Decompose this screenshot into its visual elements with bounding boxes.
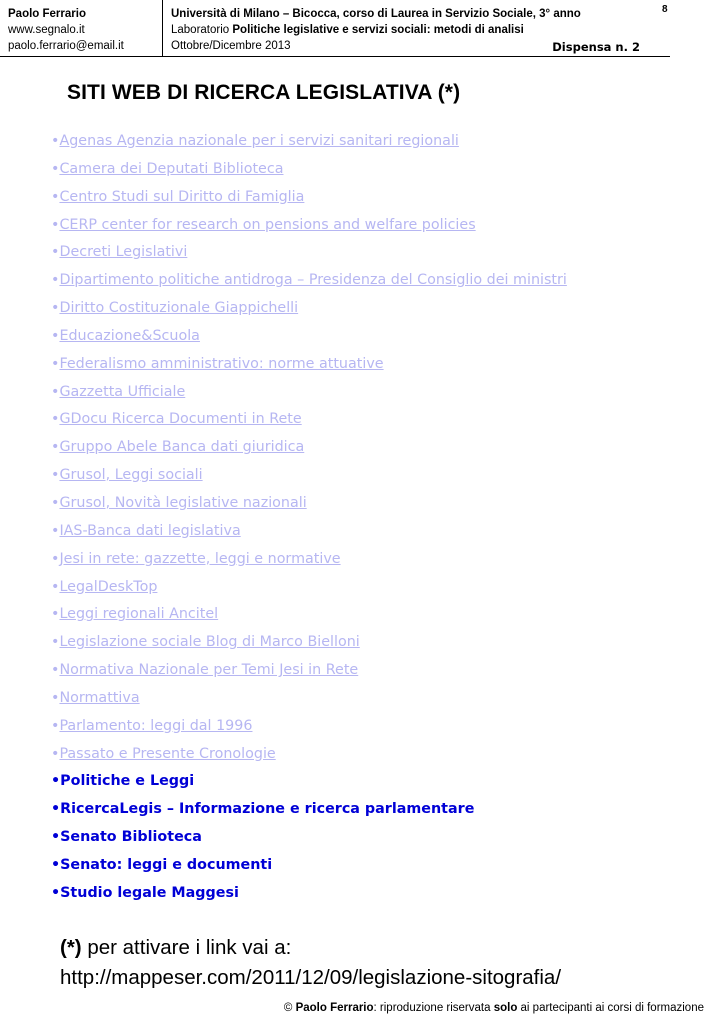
bullet-icon: • <box>51 856 61 873</box>
bullet-icon: • <box>51 160 60 177</box>
bullet-icon: • <box>51 244 60 261</box>
link-8[interactable] <box>51 328 200 344</box>
link-label: Federalismo amministrativo: norme attuative <box>59 355 384 372</box>
university-line: Università di Milano – Bicocca, corso di Laurea in Servizio Sociale, 3° anno <box>171 8 581 20</box>
link-label: Senato Biblioteca <box>60 829 202 846</box>
link-16[interactable] <box>51 551 341 567</box>
bullet-icon: • <box>51 689 60 706</box>
footer-text-b: ai partecipanti ai corsi di formazione <box>517 1002 704 1014</box>
bullet-icon: • <box>51 383 60 400</box>
link-11[interactable] <box>51 411 302 427</box>
link-item <box>51 826 567 854</box>
bullet-icon: • <box>51 494 60 511</box>
author-block <box>8 6 156 54</box>
bullet-icon: • <box>51 216 60 233</box>
note-marker: (*) <box>60 936 82 959</box>
link-item <box>51 464 567 492</box>
lab-title: Politiche legislative e servizi sociali: metodi di analisi <box>232 24 524 36</box>
link-6[interactable] <box>51 272 567 288</box>
link-7[interactable] <box>51 300 298 316</box>
link-item <box>51 715 567 743</box>
link-item <box>51 743 567 771</box>
link-item <box>51 603 567 631</box>
link-item <box>51 241 567 269</box>
link-18[interactable] <box>51 606 218 622</box>
note <box>60 933 561 993</box>
page-header <box>0 0 709 58</box>
link-22[interactable] <box>51 718 252 734</box>
link-label: CERP center for research on pensions and welfare policies <box>59 216 476 233</box>
link-label: Normativa Nazionale per Temi Jesi in Rete <box>59 662 359 679</box>
bullet-icon: • <box>51 829 61 846</box>
author-name: Paolo Ferrario <box>8 8 86 20</box>
link-label: Diritto Costituzionale Giappichelli <box>59 300 299 317</box>
link-label: GDocu Ricerca Documenti in Rete <box>59 411 302 428</box>
link-1[interactable] <box>51 133 459 149</box>
link-14[interactable] <box>51 495 307 511</box>
link-label: IAS-Banca dati legislativa <box>59 522 241 539</box>
bullet-icon: • <box>51 439 60 456</box>
link-25[interactable] <box>51 801 474 817</box>
link-item <box>51 130 567 158</box>
course-block <box>171 6 646 54</box>
link-item <box>51 269 567 297</box>
page-number: 8 <box>662 4 668 15</box>
link-12[interactable] <box>51 439 304 455</box>
author-website: www.segnalo.it <box>8 24 85 36</box>
link-item <box>51 576 567 604</box>
footer-author: Paolo Ferrario <box>295 1002 374 1014</box>
bullet-icon: • <box>51 884 61 901</box>
link-item <box>51 687 567 715</box>
lab-line <box>171 22 646 38</box>
author-email: paolo.ferrario@email.it <box>8 40 124 52</box>
link-label: Senato: leggi e documenti <box>60 856 273 873</box>
link-23[interactable] <box>51 746 276 762</box>
bullet-icon: • <box>51 133 60 149</box>
course-period: Ottobre/Dicembre 2013 <box>171 40 291 52</box>
link-item <box>51 492 567 520</box>
note-text: per attivare i link vai a: <box>81 936 292 959</box>
link-27[interactable] <box>51 857 272 873</box>
link-24[interactable] <box>51 773 194 789</box>
footer-text-a: : riproduzione riservata <box>373 1002 494 1014</box>
link-19[interactable] <box>51 634 360 650</box>
link-item <box>51 854 567 882</box>
link-item <box>51 214 567 242</box>
bullet-icon: • <box>51 355 60 372</box>
link-label: Gruppo Abele Banca dati giuridica <box>59 439 305 456</box>
link-label: Grusol, Leggi sociali <box>59 467 203 484</box>
link-label: RicercaLegis – Informazione e ricerca parlamentare <box>60 801 475 818</box>
link-label: Jesi in rete: gazzette, leggi e normative <box>59 550 341 567</box>
lab-prefix: Laboratorio <box>171 24 233 36</box>
link-item <box>51 520 567 548</box>
link-item <box>51 631 567 659</box>
link-item <box>51 659 567 687</box>
header-divider-vertical <box>162 0 163 56</box>
header-divider-horizontal <box>0 56 670 57</box>
period-row <box>171 38 646 54</box>
link-label: Educazione&Scuola <box>59 327 200 344</box>
bullet-icon: • <box>51 467 60 484</box>
bullet-icon: • <box>51 272 60 289</box>
link-10[interactable] <box>51 384 185 400</box>
link-label: Leggi regionali Ancitel <box>59 606 219 623</box>
link-9[interactable] <box>51 356 384 372</box>
bullet-icon: • <box>51 717 60 734</box>
link-label: Grusol, Novità legislative nazionali <box>59 494 307 511</box>
link-item <box>51 882 567 910</box>
link-label: Centro Studi sul Diritto di Famiglia <box>59 188 305 205</box>
link-label: Normattiva <box>59 689 140 706</box>
link-item <box>51 297 567 325</box>
note-line <box>60 933 561 963</box>
link-item <box>51 186 567 214</box>
bullet-icon: • <box>51 773 61 790</box>
link-3[interactable] <box>51 189 304 205</box>
bullet-icon: • <box>51 188 60 205</box>
link-item <box>51 798 567 826</box>
bullet-icon: • <box>51 634 60 651</box>
page-title: SITI WEB DI RICERCA LEGISLATIVA (*) <box>67 81 461 104</box>
link-label: Studio legale Maggesi <box>60 884 239 901</box>
bullet-icon: • <box>51 411 60 428</box>
footer-copyright-symbol: © <box>283 1002 296 1014</box>
link-13[interactable] <box>51 467 203 483</box>
bullet-icon: • <box>51 300 60 317</box>
bullet-icon: • <box>51 606 60 623</box>
link-item <box>51 353 567 381</box>
link-15[interactable] <box>51 523 241 539</box>
link-item <box>51 325 567 353</box>
link-21[interactable] <box>51 690 140 706</box>
link-4[interactable] <box>51 217 476 233</box>
bullet-icon: • <box>51 578 60 595</box>
link-item <box>51 770 567 798</box>
bullet-icon: • <box>51 327 60 344</box>
bullet-icon: • <box>51 662 60 679</box>
link-list <box>51 130 567 910</box>
link-label: Legislazione sociale Blog di Marco Bielloni <box>59 634 360 651</box>
link-label: Passato e Presente Cronologie <box>59 745 276 762</box>
link-item <box>51 158 567 186</box>
bullet-icon: • <box>51 550 60 567</box>
bullet-icon: • <box>51 745 60 762</box>
footer-emphasis: solo <box>493 1002 518 1014</box>
handout-number: Dispensa n. 2 <box>552 40 640 54</box>
link-17[interactable] <box>51 579 157 595</box>
link-label: Parlamento: leggi dal 1996 <box>59 717 253 734</box>
link-item <box>51 381 567 409</box>
link-28[interactable] <box>51 885 239 901</box>
link-item <box>51 436 567 464</box>
bullet-icon: • <box>51 801 61 818</box>
link-26[interactable] <box>51 829 202 845</box>
link-label: Camera dei Deputati Biblioteca <box>59 160 284 177</box>
link-label: LegalDeskTop <box>59 578 158 595</box>
link-label: Dipartimento politiche antidroga – Presidenza del Consiglio dei ministri <box>59 272 567 289</box>
link-label: Agenas Agenzia nazionale per i servizi sanitari regionali <box>59 133 459 149</box>
link-label: Politiche e Leggi <box>60 773 195 790</box>
note-url: http://mappeser.com/2011/12/09/legislazione-sitografia/ <box>60 966 562 989</box>
link-20[interactable] <box>51 662 358 678</box>
link-item <box>51 408 567 436</box>
footer-copyright <box>284 1002 704 1014</box>
link-label: Decreti Legislativi <box>59 244 188 261</box>
link-5[interactable] <box>51 244 187 260</box>
bullet-icon: • <box>51 522 60 539</box>
link-item <box>51 548 567 576</box>
link-2[interactable] <box>51 161 283 177</box>
link-label: Gazzetta Ufficiale <box>59 383 186 400</box>
